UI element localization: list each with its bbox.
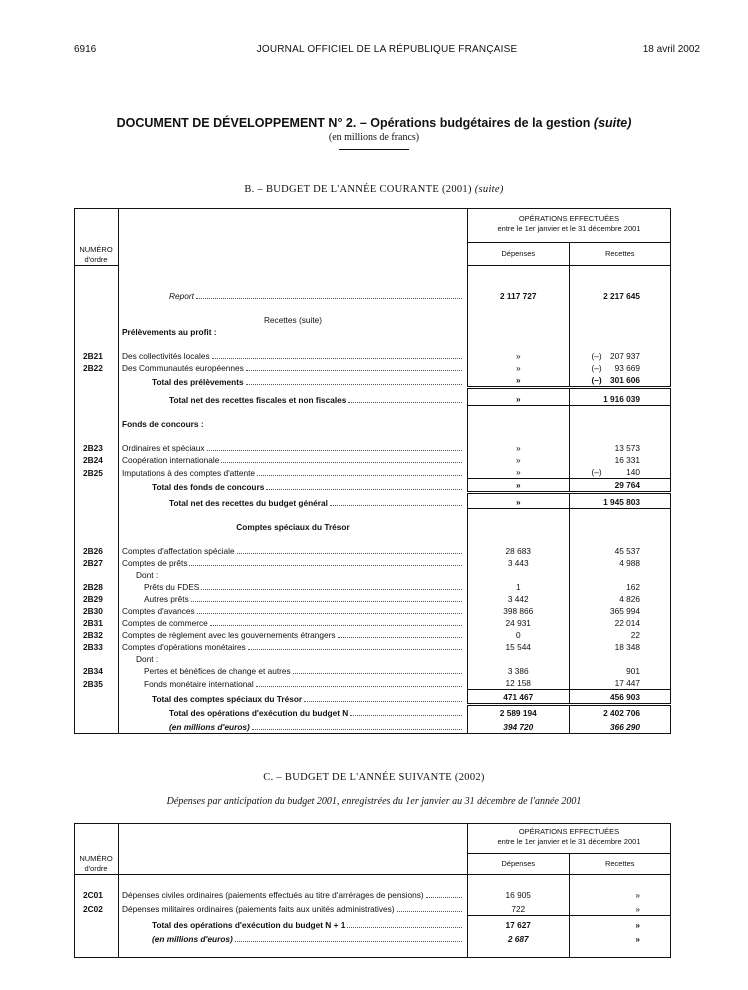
table-row: 2B28 Prêts du FDES 1 162 <box>75 581 671 593</box>
publication-date: 18 avril 2002 <box>642 44 700 55</box>
table-row: 2B22 Des Communautés européennes » (–) 93 669 <box>75 362 671 374</box>
section-b-title: B. – BUDGET DE L'ANNÉE COURANTE (2001) (suite) <box>244 184 504 195</box>
journal-title: JOURNAL OFFICIEL DE LA RÉPUBLIQUE FRANÇAISE <box>256 44 518 55</box>
table-row: 2B21 Des collectivités locales » (–) 207 937 <box>75 350 671 362</box>
col-header-numero: NUMÉRO d'ordre <box>75 824 119 875</box>
table-row: 2B33 Comptes d'opérations monétaires 15 544 18 348 <box>75 641 671 653</box>
table-row: 2B24 Coopération internationale » 16 331 <box>75 454 671 466</box>
total-row: Total des comptes spéciaux du Trésor 471 467 456 903 <box>75 690 671 705</box>
col-header-recettes: Recettes <box>604 249 635 258</box>
col-header-depenses: Dépenses <box>468 243 570 265</box>
recettes-suite-heading: Recettes (suite) <box>75 314 671 326</box>
dont-label: Dont : <box>75 569 671 581</box>
row-report: Report 2 117 727 2 217 645 <box>75 290 671 302</box>
col-header-depenses: Dépenses <box>468 854 570 874</box>
table-row: 2B34 Pertes et bénéfices de change et autres 3 386 901 <box>75 665 671 677</box>
table-row: 2B26 Comptes d'affectation spéciale 28 683 45 537 <box>75 545 671 557</box>
col-header-operations: OPÉRATIONS EFFECTUÉES entre le 1er janvier et le 31 décembre 2001 Dépenses Recettes <box>468 209 671 266</box>
table-row: 2B25 Imputations à des comptes d'attente » (–) 140 <box>75 466 671 479</box>
col-header-recettes: Recettes <box>604 859 635 868</box>
total-row: Total net des recettes fiscales et non fiscales » 1 916 039 <box>75 388 671 406</box>
speciaux-heading: Comptes spéciaux du Trésor <box>75 521 671 533</box>
table-row: 2B23 Ordinaires et spéciaux » 13 573 <box>75 442 671 454</box>
table-row: 2C01 Dépenses civiles ordinaires (paiements effectués au titre d'arrérages de pensions) 16 905 » <box>75 887 671 901</box>
page-number: 6916 <box>74 44 97 55</box>
document-title: DOCUMENT DE DÉVELOPPEMENT N° 2. – Opérations budgétaires de la gestion (suite) <box>116 116 632 130</box>
title-rule <box>339 149 409 150</box>
total-row: Total des opérations d'exécution du budget N + 1 17 627 » <box>75 915 671 931</box>
total-row-euros: (en millions d'euros) 394 720 366 290 <box>75 719 671 734</box>
budget-table-c <box>74 823 671 958</box>
table-row: 2B35 Fonds monétaire international 12 158 17 447 <box>75 677 671 690</box>
budget-table-b <box>74 208 671 734</box>
table-row: 2B32 Comptes de règlement avec les gouvernements étrangers 0 22 <box>75 629 671 641</box>
table-row: 2B27 Comptes de prêts 3 443 4 988 <box>75 557 671 569</box>
prelevements-heading: Prélèvements au profit : <box>75 326 671 338</box>
total-row: Total des fonds de concours » 29 764 <box>75 479 671 493</box>
total-row: Total des prélèvements » (–) 301 606 <box>75 374 671 388</box>
dont-label: Dont : <box>75 653 671 665</box>
total-row: Total net des recettes du budget général » 1 945 803 <box>75 493 671 509</box>
col-header-numero: NUMÉRO d'ordre <box>75 209 119 266</box>
section-c-title: C. – BUDGET DE L'ANNÉE SUIVANTE (2002) <box>263 772 485 783</box>
col-header-operations: OPÉRATIONS EFFECTUÉES entre le 1er janvier et le 31 décembre 2001 Dépenses Recettes <box>468 824 671 875</box>
table-row: 2C02 Dépenses militaires ordinaires (paiements faits aux unités administratives) 722 » <box>75 901 671 915</box>
document-subtitle: (en millions de francs) <box>328 132 420 143</box>
total-row-euros: (en millions d'euros) 2 687 » <box>75 931 671 945</box>
table-row: 2B30 Comptes d'avances 398 866 365 994 <box>75 605 671 617</box>
total-row: Total des opérations d'exécution du budget N 2 589 194 2 402 706 <box>75 705 671 719</box>
table-row: 2B31 Comptes de commerce 24 931 22 014 <box>75 617 671 629</box>
table-row: 2B29 Autres prêts 3 442 4 826 <box>75 593 671 605</box>
fonds-heading: Fonds de concours : <box>75 418 671 430</box>
section-c-description: Dépenses par anticipation du budget 2001, enregistrées du 1er janvier au 31 décembre de l'année 2001 <box>166 796 582 807</box>
